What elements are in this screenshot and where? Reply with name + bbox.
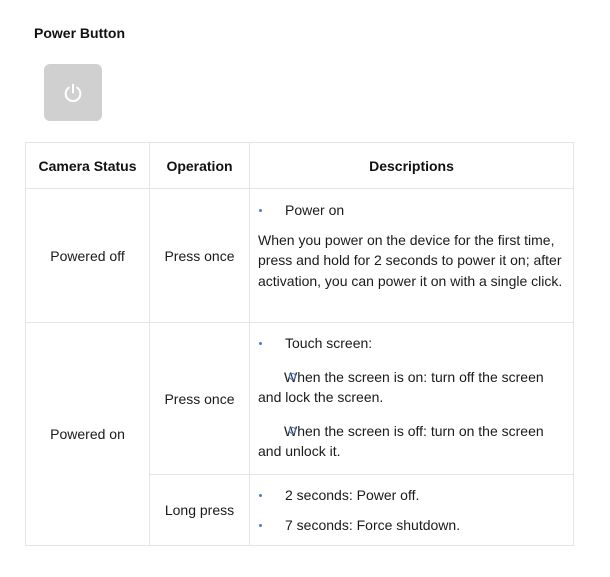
table-row: [26, 323, 574, 475]
status-cell: Powered on: [26, 323, 150, 546]
description-cell: [250, 323, 574, 475]
header-camera-status: Camera Status: [26, 143, 150, 189]
table-row: [26, 189, 574, 323]
list-item: Touch screen:: [258, 333, 567, 354]
power-button-image: [44, 64, 102, 121]
list-item: 2 seconds: Power off.: [258, 485, 567, 506]
description-cell: [250, 475, 574, 546]
header-operation: Operation: [150, 143, 250, 189]
section-title: Power Button: [34, 25, 125, 41]
sub-list-item: When the screen is off: turn on the screen and unlock it.: [258, 421, 567, 462]
list-item: Power on: [258, 200, 567, 221]
operation-cell: Press once: [150, 323, 250, 475]
operation-cell: Long press: [150, 475, 250, 546]
power-button-table: [25, 142, 574, 546]
operation-cell: Press once: [150, 189, 250, 323]
list-item: 7 seconds: Force shutdown.: [258, 515, 567, 536]
description-cell: [250, 189, 574, 323]
description-text: When you power on the device for the first time, press and hold for 2 seconds to power it on; after activation, you can power it on with a single click.: [258, 231, 563, 289]
header-descriptions: Descriptions: [250, 143, 574, 189]
power-icon: [62, 82, 84, 104]
status-cell: Powered off: [26, 189, 150, 323]
table-header-row: [26, 143, 574, 189]
sub-list-item: When the screen is on: turn off the screen and lock the screen.: [258, 367, 567, 408]
